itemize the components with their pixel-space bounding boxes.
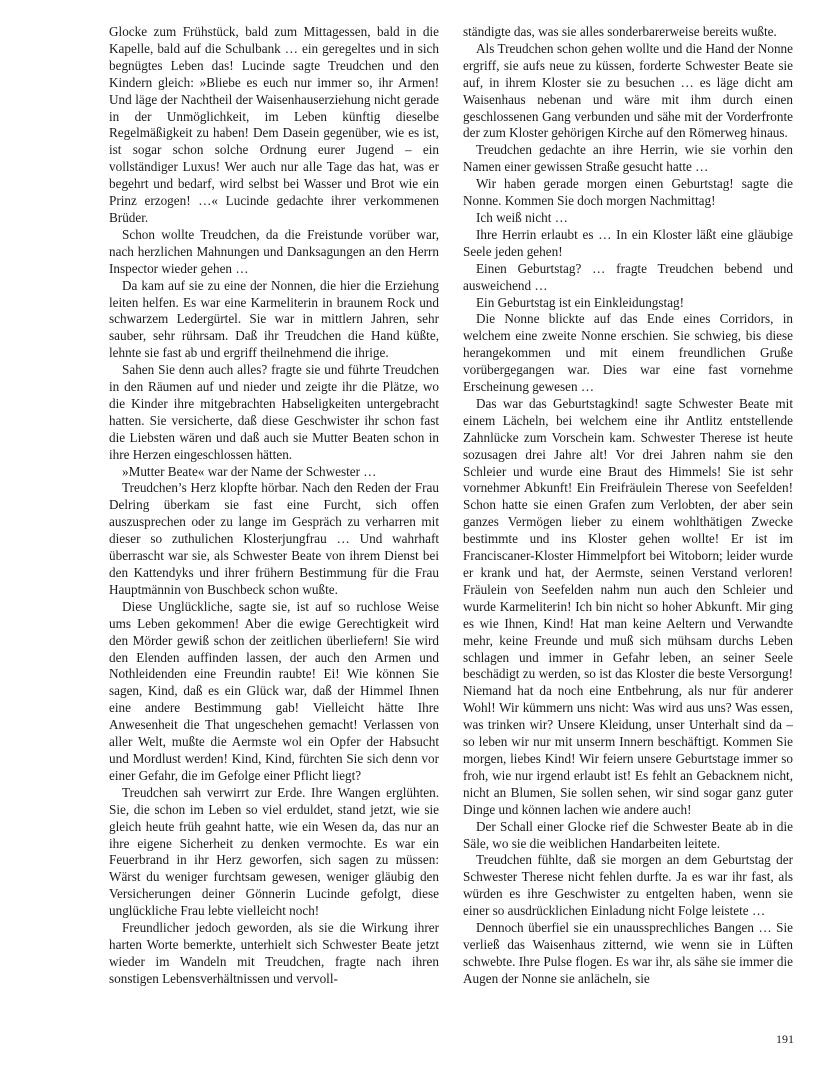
paragraph: Das war das Geburtstagkind! sagte Schwester Beate mit einem Lächeln, bei welchem eine ihr Antlitz entstellende Zahnlücke zum Vorschein kam. Schwester Therese ist heute sozusagen drei Jahre alt! Vor drei Jahren nahm sie den Schleier und wurde eine Braut des Himmels! Sie ist sehr vornehmer Abkunft! Ein Freifräulein Therese von Seefelden! Schon hatte sie einen Grafen zum Verlobten, der aber sein ganzes Vermögen lieber zu einem wohlthätigen Zwecke bestimmte und ins Kloster gehen wollte! Er ist im Franciscaner-Kloster Himmelpfort bei Witoborn; leider wurde er krank und hat, der Aermste, seinen Verstand verloren! Fräulein von Seefelden nahm nun auch den Schleier und wurde Karmeliterin! Ich bin nicht so hoher Abkunft. Mir ging es wie Ihnen, Kind! Hat man keine Aeltern und Verwandte mehr, keine Freunde und muß sich mühsam durchs Leben schlagen und immer in Gefahr leben, an seiner Seele beschädigt zu werden, so ist das Kloster die beste Versorgung! Niemand hat da noch eine Entbehrung, als nur für anderer Wohl! Wir kümmern uns nicht: Was wird aus uns? Was essen, was trinken wir? Unsere Kleidung, unser Unterhalt sind da – so leben wir nur mit unserm Innern beschäftigt. Kommen Sie morgen, liebes Kind! Wir feiern unsere Geburtstage immer so froh, wie nur irgend erlaubt ist! Es fehlt an Gebacknem nicht, nicht an Blumen, Sie sollen sehen, wir sind sogar ganz guter Dinge und können lachen wie andere auch! — [463, 395, 793, 817]
paragraph: Der Schall einer Glocke rief die Schwester Beate ab in die Säle, wo sie die weiblichen Handarbeiten leitete. — [463, 818, 793, 851]
paragraph: Freundlicher jedoch geworden, als sie die Wirkung ihrer harten Worte bemerkte, unterhielt sich Schwester Beate jetzt wieder im Wandeln mit Treudchen, fragte nach ihren sonstigen Lebensverhältnissen und vervoll- — [109, 920, 439, 986]
paragraph: Diese Unglückliche, sagte sie, ist auf so ruchlose Weise ums Leben gekommen! Aber die ewige Gerechtigkeit wird den Mörder gewiß schon der zeitlichen überliefern! Sie wird den Elenden auffinden lassen, der auch den Armen und Nothleidenden eine Freundin raubte! Ei! Wie können Sie sagen, Kind, daß es ein Glück war, daß der Himmel Ihnen eine andere Bestimmung gab! Vielleicht hätte Ihre Anwesenheit die That ungeschehen gemacht! Verlassen von aller Welt, mußte die Aermste wol ein Opfer der Habsucht und Mordlust werden! Kind, Kind, fürchten Sie sich denn vor einer Gefahr, die im Gefolge einer Pflicht liegt? — [109, 598, 439, 783]
paragraph: Ich weiß nicht … — [476, 209, 568, 225]
paragraph: Treudchen fühlte, daß sie morgen an dem Geburtstag der Schwester Therese nicht fehlen durfte. Ja es war ihr fast, als würden es ihre Geschwister zu entgelten haben, wenn sie einer so ausdrücklichen Einladung nicht Folge leistete … — [463, 852, 793, 919]
paragraph: Einen Geburtstag? … fragte Treudchen bebend und ausweichend … — [463, 260, 793, 293]
paragraph: Als Treudchen schon gehen wollte und die Hand der Nonne ergriff, sie aufs neue zu küssen, forderte Schwester Beate sie auf, in ihrem Kloster sie zu besuchen … es läge dicht am Waisenhaus nebenan und wäre mit ihm durch einen geschlossenen Gang verbunden und sähe mit der Vorderfronte der zum Kloster gehörigen Kirche auf den Römerweg hinaus. — [463, 40, 793, 141]
paragraph: Die Nonne blickte auf das Ende eines Corridors, in welchem eine zweite Nonne erschien. Sie schwieg, bis diese herangekommen und mit einem freundlichen Gruße vorübergegangen war. Dies war eine fast vornehme Erscheinung gewesen … — [463, 311, 793, 395]
left-text-column — [109, 24, 439, 988]
paragraph: »Mutter Beate« war der Name der Schwester … — [122, 463, 377, 479]
paragraph: Da kam auf sie zu eine der Nonnen, die hier die Erziehung leiten helfen. Es war eine Karmeliterin in braunem Rock und schwarzem Ledergürtel. Sie war in mittlern Jahren, sehr sauber, sehr rührsam. Daß ihr Treudchen die Hand küßte, lehnte sie fast ab und ergriff theilnehmend die ihrige. — [109, 277, 439, 361]
paragraph: Ihre Herrin erlaubt es … In ein Kloster läßt eine gläubige Seele jeden gehen! — [463, 226, 793, 259]
paragraph: ständigte das, was sie alles sonderbarerweise bereits wußte. — [463, 24, 777, 39]
paragraph: Treudchen gedachte an ihre Herrin, wie sie vorhin den Namen einer gewissen Straße gesucht hatte … — [463, 142, 793, 175]
paragraph: Wir haben gerade morgen einen Geburtstag! sagte die Nonne. Kommen Sie doch morgen Nachmittag! — [463, 176, 793, 209]
paragraph: Ein Geburtstag ist ein Einkleidungstag! — [476, 294, 685, 310]
page-number: 191 — [776, 1032, 794, 1046]
paragraph: Dennoch überfiel sie ein unaussprechliches Bangen … Sie verließ das Waisenhaus zitternd, wie wenn sie in Lüften schwebte. Ihre Pulse flogen. Es war ihr, als sähe sie immer die Augen der Nonne sie anlächeln, sie — [463, 920, 793, 986]
paragraph: Glocke zum Frühstück, bald zum Mittagessen, bald in die Kapelle, bald auf die Schulbank … ein geregeltes und in sich begnügtes Leben das! Lucinde sagte Treudchen und den Kindern gleich: »Bliebe es euch nur immer so, ihr Armen! Und läge der Nachtheil der Waisenhauserziehung nicht gerade in der Unmöglichkeit, im Leben künftig dieselbe Regelmäßigkeit zu haben! Dem Dasein gegenüber, wie es ist, ist sogar schon solche Ordnung eurer Jugend – ein vollständiger Luxus! Wer auch nur alle Tage das hat, was er begehrt und bedarf, wird selbst bei Wasser und Brot wie ein Prinz erzogen! …« Lucinde gedachte ihrer verkommenen Brüder. — [109, 24, 439, 225]
paragraph: Schon wollte Treudchen, da die Freistunde vorüber war, nach herzlichen Mahnungen und Danksagungen an den Herrn Inspector wieder gehen … — [109, 226, 439, 276]
paragraph: Sahen Sie denn auch alles? fragte sie und führte Treudchen in den Räumen auf und nieder und zeigte ihr die Plätze, wo die Kinder ihre mitgebrachten Habseligkeiten untergebracht hatten. Sie versicherte, daß diese Geschwister ihr schon fast die Liebsten wären und daß auch sie Mutter Beaten schon in ihre Herzen eingeschlossen hätten. — [109, 362, 439, 462]
paragraph: Treudchen’s Herz klopfte hörbar. Nach den Reden der Frau Delring überkam sie fast eine Furcht, sich offen auszusprechen oder zu lange im Gespräch zu verharren mit dieser so zuthulichen Klosterjungfrau … Und wahrhaft überrascht war sie, als Schwester Beate von ihrem Dienst bei den Kattendyks und ihrer frühern Bestimmung für die Frau Hauptmännin von Buschbeck schon wußte. — [109, 480, 439, 597]
right-text-column — [463, 24, 793, 988]
paragraph: Treudchen sah verwirrt zur Erde. Ihre Wangen erglühten. Sie, die schon im Leben so viel erduldet, stand jetzt, wie sie gleich heute früh geahnt hatte, wie ein Wesen da, das nur an ihre eigene Sicherheit zu denken vermochte. Es war ein Feuerbrand in ihr Herz geworfen, sich sagen zu müssen: Wärst du weniger furchtsam gewesen, weniger gläubig den Versicherungen deiner Gönnerin Lucinde gefolgt, diese unglückliche Frau lebte vielleicht noch! — [109, 784, 439, 919]
